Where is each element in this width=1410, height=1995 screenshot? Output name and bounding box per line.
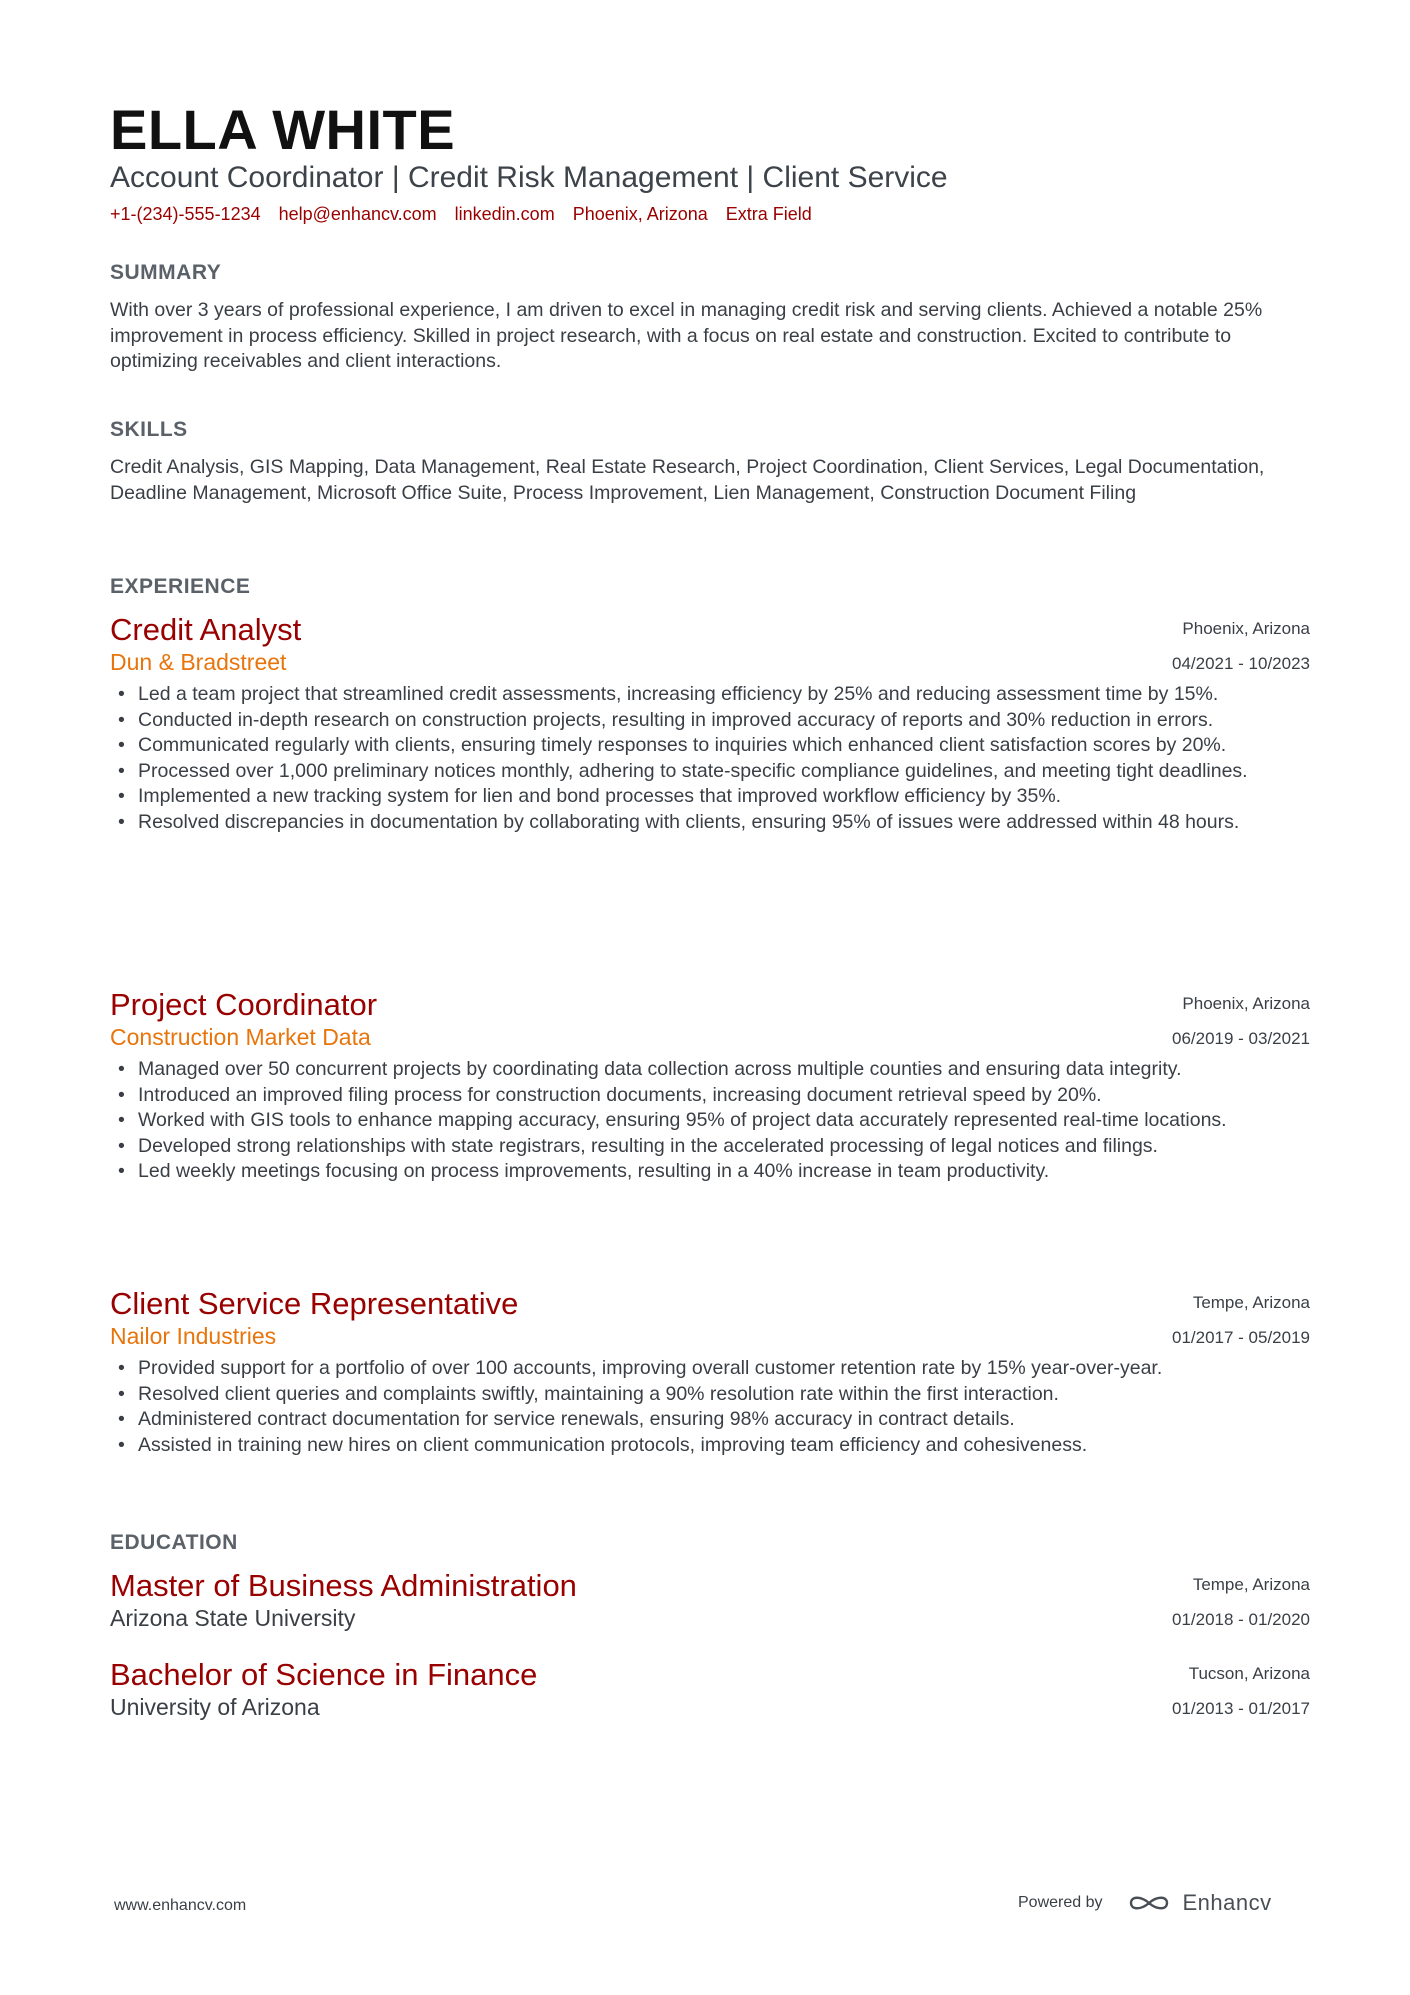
job-company: Construction Market Data <box>110 1024 371 1050</box>
job-bullets <box>110 1356 1310 1458</box>
job-dates: 01/2017 - 05/2019 <box>1171 1328 1310 1347</box>
candidate-name: ELLA WHITE <box>110 98 456 161</box>
education-dates: 01/2013 - 01/2017 <box>1171 1699 1310 1718</box>
job-location: Phoenix, Arizona <box>1182 994 1310 1013</box>
job-bullet: • Conducted in-depth research on construction projects, resulting in improved accuracy of reports and 30% reduction in errors. <box>110 708 1310 734</box>
contact-email[interactable]: help@enhancv.com <box>278 204 437 224</box>
job-company: Dun & Bradstreet <box>110 649 287 675</box>
candidate-title: Account Coordinator | Credit Risk Management | Client Service <box>110 161 948 194</box>
education-school: Arizona State University <box>110 1605 356 1631</box>
job-title: Project Coordinator <box>110 987 378 1022</box>
powered-by-label: Powered by <box>1018 1894 1103 1911</box>
job-location: Phoenix, Arizona <box>1182 619 1310 638</box>
job-bullet: • Led a team project that streamlined credit assessments, increasing efficiency by 25% and reducing assessment time by 15%. <box>110 682 1310 708</box>
job-bullet: • Managed over 50 concurrent projects by coordinating data collection across multiple counties and ensuring data integrity. <box>110 1057 1310 1083</box>
contact-line <box>110 202 830 226</box>
brand-name: Enhancv <box>1182 1890 1272 1915</box>
job-bullet: • Introduced an improved filing process for construction documents, increasing document retrieval speed by 20%. <box>110 1083 1310 1109</box>
job-bullet: • Developed strong relationships with state registrars, resulting in the accelerated processing of legal notices and filings. <box>110 1134 1310 1160</box>
job-bullet: • Administered contract documentation for service renewals, ensuring 98% accuracy in contract details. <box>110 1407 1310 1433</box>
job-bullet: • Worked with GIS tools to enhance mapping accuracy, ensuring 95% of project data accurately represented real-time locations. <box>110 1108 1310 1134</box>
education-dates: 01/2018 - 01/2020 <box>1171 1610 1310 1629</box>
skills-text: Credit Analysis, GIS Mapping, Data Management, Real Estate Research, Project Coordination, Client Services, Legal Documentation, Deadline Management, Microsoft Office Suite, Process Improvement, Lien Management, Construction Document Filing <box>110 456 1265 504</box>
contact-location: Phoenix, Arizona <box>572 204 708 224</box>
education-location: Tempe, Arizona <box>1192 1575 1310 1594</box>
education-degree: Master of Business Administration <box>110 1568 577 1603</box>
job-title: Client Service Representative <box>110 1286 519 1321</box>
job-bullet: • Implemented a new tracking system for lien and bond processes that improved workflow efficiency by 35%. <box>110 784 1310 810</box>
job-company: Nailor Industries <box>110 1323 277 1349</box>
job-bullet: • Processed over 1,000 preliminary notices monthly, adhering to state-specific compliance guidelines, and meeting tight deadlines. <box>110 759 1310 785</box>
summary-text: With over 3 years of professional experience, I am driven to excel in managing credit risk and serving clients. Achieved a notable 25% improvement in process efficiency. Skilled in project research, with a focus on real estate and construction. Excited to contribute to optimizing receivables and client interactions. <box>110 299 1263 372</box>
job-dates: 04/2021 - 10/2023 <box>1171 654 1310 673</box>
skills-heading: SKILLS <box>110 418 188 441</box>
job-bullet: • Assisted in training new hires on client communication protocols, improving team efficiency and cohesiveness. <box>110 1433 1310 1459</box>
education-school: University of Arizona <box>110 1694 320 1720</box>
footer-branding[interactable] <box>1018 1888 1272 1918</box>
job-bullets <box>110 1057 1310 1185</box>
contact-phone[interactable]: +1-(234)-555-1234 <box>110 204 261 224</box>
contact-linkedin[interactable]: linkedin.com <box>454 204 555 224</box>
job-dates: 06/2019 - 03/2021 <box>1171 1029 1310 1048</box>
summary-heading: SUMMARY <box>110 261 222 284</box>
job-bullet: • Communicated regularly with clients, ensuring timely responses to inquiries which enhanced client satisfaction scores by 20%. <box>110 733 1310 759</box>
job-bullet: • Provided support for a portfolio of over 100 accounts, improving overall customer retention rate by 15% year-over-year. <box>110 1356 1310 1382</box>
education-location: Tucson, Arizona <box>1188 1664 1310 1683</box>
experience-heading: EXPERIENCE <box>110 575 251 598</box>
job-bullet: • Led weekly meetings focusing on process improvements, resulting in a 40% increase in team productivity. <box>110 1159 1310 1185</box>
job-bullet: • Resolved discrepancies in documentation by collaborating with clients, ensuring 95% of issues were addressed within 48 hours. <box>110 810 1310 836</box>
footer-website-link[interactable]: www.enhancv.com <box>114 1897 247 1914</box>
enhancv-logo-icon <box>1127 1891 1171 1915</box>
job-location: Tempe, Arizona <box>1192 1293 1310 1312</box>
job-bullet: • Resolved client queries and complaints swiftly, maintaining a 90% resolution rate within the first interaction. <box>110 1382 1310 1408</box>
education-degree: Bachelor of Science in Finance <box>110 1657 538 1692</box>
job-title: Credit Analyst <box>110 612 302 647</box>
job-bullets <box>110 682 1310 835</box>
education-heading: EDUCATION <box>110 1531 238 1554</box>
contact-extra-field: Extra Field <box>725 204 812 224</box>
